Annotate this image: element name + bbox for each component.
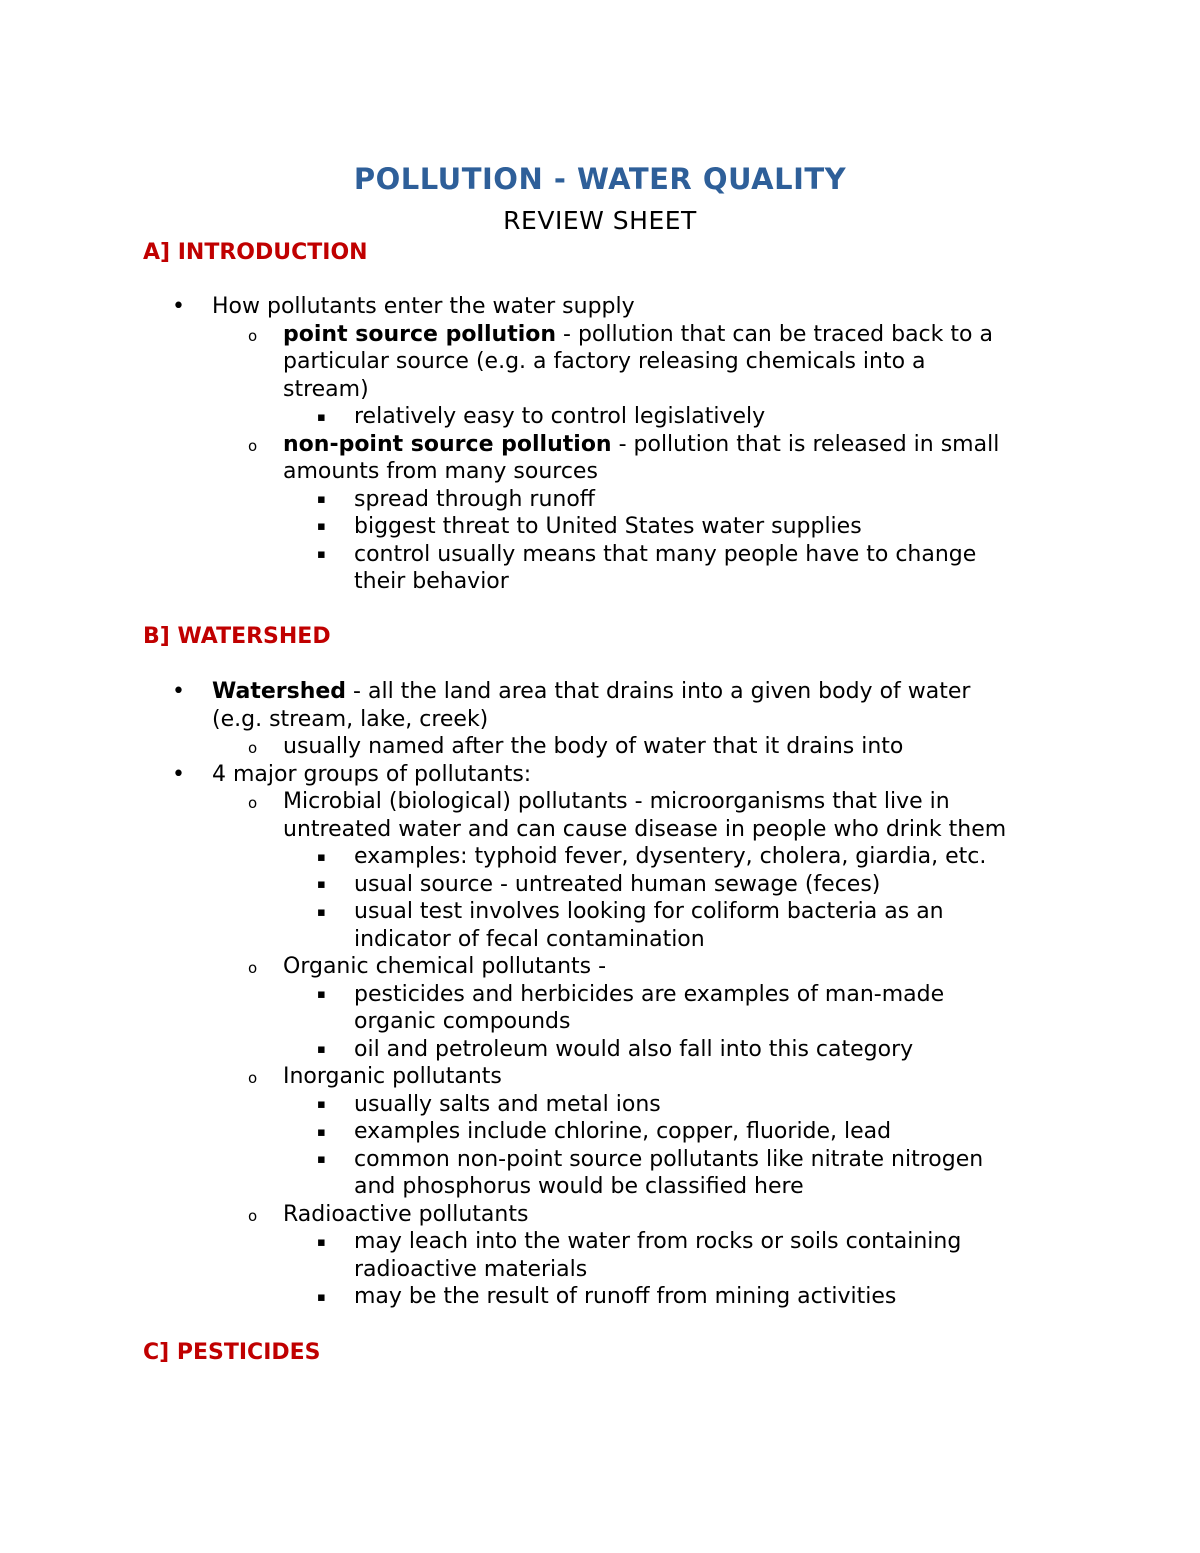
list-item-continuation: radioactive materials bbox=[354, 1257, 588, 1282]
list-item: How pollutants enter the water supply bbox=[212, 294, 635, 319]
bullet-marker: ▪ bbox=[317, 1097, 326, 1112]
list-item: control usually means that many people have to change bbox=[354, 542, 977, 567]
bullet-marker: ▪ bbox=[317, 519, 326, 534]
list-item-continuation: and phosphorus would be classified here bbox=[354, 1174, 804, 1199]
list-item: usual test involves looking for coliform bacteria as an bbox=[354, 899, 944, 924]
bullet-marker: ▪ bbox=[317, 1235, 326, 1250]
list-item: 4 major groups of pollutants: bbox=[212, 762, 532, 787]
bullet-marker: ▪ bbox=[317, 410, 326, 425]
list-item: Radioactive pollutants bbox=[283, 1202, 529, 1227]
list-item bbox=[283, 431, 999, 458]
bullet-marker: ▪ bbox=[317, 905, 326, 920]
list-item: spread through runoff bbox=[354, 487, 595, 512]
list-item: may leach into the water from rocks or soils containing bbox=[354, 1229, 962, 1254]
list-item-continuation: organic compounds bbox=[354, 1009, 571, 1034]
bullet-marker: o bbox=[248, 1069, 258, 1087]
list-item: pesticides and herbicides are examples of man-made bbox=[354, 982, 945, 1007]
list-item: usual source - untreated human sewage (feces) bbox=[354, 872, 881, 897]
bullet-marker: • bbox=[172, 762, 185, 787]
list-item: examples include chlorine, copper, fluoride, lead bbox=[354, 1119, 892, 1144]
bullet-marker: ▪ bbox=[317, 877, 326, 892]
bullet-marker: o bbox=[248, 437, 258, 455]
bullet-marker: ▪ bbox=[317, 492, 326, 507]
bullet-marker: ▪ bbox=[317, 850, 326, 865]
document-subtitle: REVIEW SHEET bbox=[503, 206, 697, 235]
list-item: common non-point source pollutants like nitrate nitrogen bbox=[354, 1147, 984, 1172]
list-item-continuation: (e.g. stream, lake, creek) bbox=[212, 707, 489, 732]
bullet-marker: ▪ bbox=[317, 1042, 326, 1057]
list-item: examples: typhoid fever, dysentery, cholera, giardia, etc. bbox=[354, 844, 987, 869]
term-point-source: point source pollution bbox=[283, 322, 557, 347]
list-item-continuation: amounts from many sources bbox=[283, 459, 598, 484]
list-item-continuation: their behavior bbox=[354, 569, 509, 594]
list-item bbox=[283, 321, 993, 348]
bullet-marker: ▪ bbox=[317, 1290, 326, 1305]
list-item-continuation: particular source (e.g. a factory releasing chemicals into a bbox=[283, 349, 926, 374]
bullet-marker: ▪ bbox=[317, 1152, 326, 1167]
bullet-marker: o bbox=[248, 794, 258, 812]
bullet-marker: o bbox=[248, 1207, 258, 1225]
bullet-marker: o bbox=[248, 739, 258, 757]
list-item: Organic chemical pollutants - bbox=[283, 954, 607, 979]
list-item: oil and petroleum would also fall into this category bbox=[354, 1037, 914, 1062]
list-item-continuation: indicator of fecal contamination bbox=[354, 927, 705, 952]
list-item: biggest threat to United States water supplies bbox=[354, 514, 862, 539]
definition-text: - pollution that can be traced back to a bbox=[556, 322, 993, 347]
bullet-marker: ▪ bbox=[317, 1125, 326, 1140]
list-item: may be the result of runoff from mining activities bbox=[354, 1284, 897, 1309]
bullet-marker: • bbox=[172, 679, 185, 704]
bullet-marker: ▪ bbox=[317, 547, 326, 562]
bullet-marker: • bbox=[172, 294, 185, 319]
list-item: Inorganic pollutants bbox=[283, 1064, 502, 1089]
section-heading-pesticides: C] PESTICIDES bbox=[143, 1340, 321, 1365]
term-non-point-source: non-point source pollution bbox=[283, 432, 612, 457]
section-heading-watershed: B] WATERSHED bbox=[143, 624, 331, 649]
definition-text: - pollution that is released in small bbox=[611, 432, 1000, 457]
list-item bbox=[212, 678, 970, 705]
list-item: relatively easy to control legislatively bbox=[354, 404, 766, 429]
document-title: POLLUTION - WATER QUALITY bbox=[353, 162, 847, 196]
list-item: usually named after the body of water that it drains into bbox=[283, 734, 904, 759]
list-item-continuation: stream) bbox=[283, 377, 369, 402]
bullet-marker: o bbox=[248, 327, 258, 345]
definition-text: - all the land area that drains into a given body of water bbox=[346, 679, 971, 704]
list-item-continuation: untreated water and can cause disease in people who drink them bbox=[283, 817, 1007, 842]
list-item: usually salts and metal ions bbox=[354, 1092, 661, 1117]
bullet-marker: ▪ bbox=[317, 987, 326, 1002]
list-item: Microbial (biological) pollutants - microorganisms that live in bbox=[283, 789, 950, 814]
term-watershed: Watershed bbox=[212, 679, 347, 704]
section-heading-introduction: A] INTRODUCTION bbox=[143, 240, 368, 265]
bullet-marker: o bbox=[248, 959, 258, 977]
